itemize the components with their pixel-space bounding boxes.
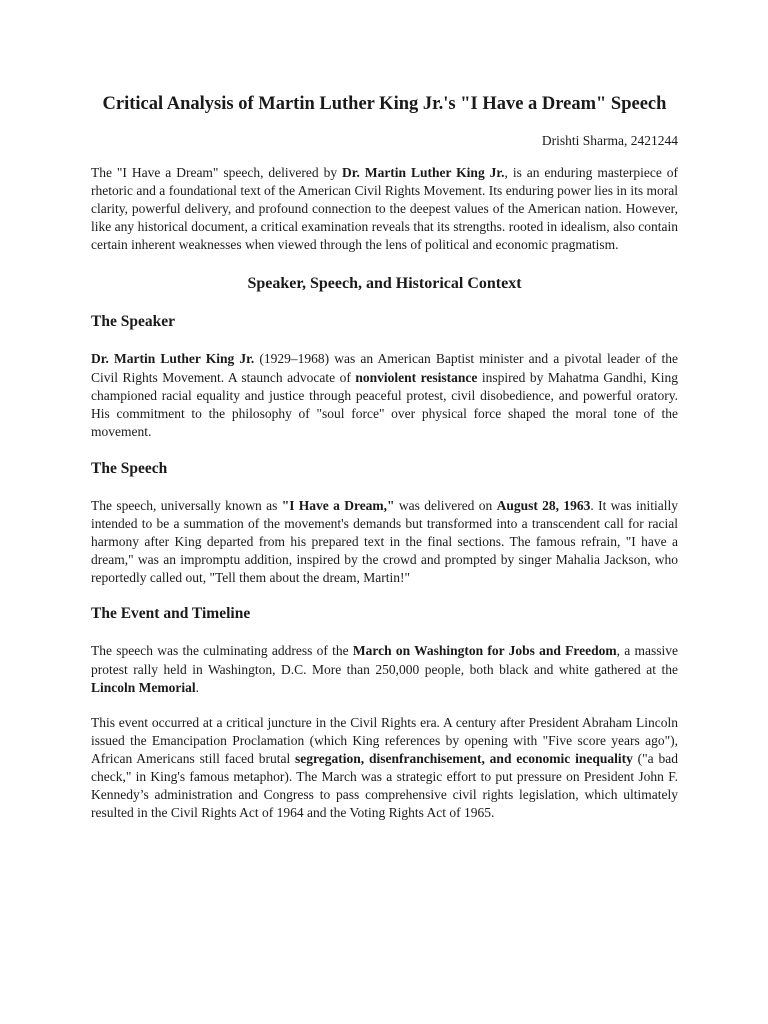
speech-bold-date: August 28, 1963: [496, 497, 591, 513]
intro-text-2: , is an enduring masterpiece of rhetoric and a foundational text of the American Civil Rights Movement. Its enduring power lies in its moral clarity, powerful delivery, and profound connection to the deepest values of the American nation. However, like any historical document, a critical examination reveals that its strengths. rooted in idealism, also contain certain inherent weaknesses when viewed through the lens of political and economic pragmatism.: [91, 165, 678, 253]
speaker-paragraph: [91, 350, 678, 440]
speaker-heading: The Speaker: [91, 313, 175, 331]
event-paragraph-1: [91, 642, 678, 696]
event1-bold-march: March on Washington for Jobs and Freedom: [352, 643, 617, 659]
event1-text-1: The speech was the culminating address of the: [91, 643, 353, 659]
event1-text-2: , a massive protest rally held in Washington, D.C. More than 250,000 people, both black and white gathered at the: [91, 643, 678, 677]
speech-text-2: was delivered on: [394, 497, 497, 513]
speaker-text-2: inspired by Mahatma Gandhi, King championed racial equality and justice through peaceful protest, civil disobedience, and powerful oratory. His commitment to the philosophy of "soul force" over physical force shaped the moral tone of the movement.: [91, 369, 679, 439]
intro-text-1: The "I Have a Dream" speech, delivered by: [91, 165, 343, 180]
event-paragraph-2: [91, 714, 678, 823]
event-heading: The Event and Timeline: [91, 605, 251, 623]
speaker-bold-name: Dr. Martin Luther King Jr.: [91, 351, 255, 367]
document-page: [91, 92, 678, 822]
author-line: Drishti Sharma, 2421244: [541, 133, 678, 148]
event2-text-1: This event occurred at a critical juncture in the Civil Rights era. A century after President Abraham Lincoln issued the Emancipation Proclamation (which King references by opening with "Five score years ago"), African Americans still faced brutal: [91, 714, 678, 766]
speech-text-1: The speech, universally known as: [91, 497, 282, 513]
section-title: Speaker, Speech, and Historical Context: [247, 275, 522, 293]
event2-text-2: ("a bad check," in King's famous metaphor). The March was a strategic effort to put pressure on President John F. Kennedy’s administration and Congress to pass comprehensive civil rights legislation, which ultimately resulted in the Civil Rights Act of 1964 and the Voting Rights Act of 1965.: [91, 750, 678, 821]
document-title: Critical Analysis of Martin Luther King Jr.'s "I Have a Dream" Speech: [102, 94, 667, 114]
intro-paragraph: [91, 164, 678, 254]
intro-bold-name: Dr. Martin Luther King Jr.: [342, 165, 505, 180]
speech-paragraph: [91, 497, 678, 587]
speech-heading: The Speech: [91, 459, 168, 477]
speaker-text-1: (1929–1968) was an American Baptist minister and a pivotal leader of the Civil Rights Movement. A staunch advocate of: [91, 351, 679, 385]
event1-bold-memorial: Lincoln Memorial: [91, 679, 196, 695]
event1-text-3: .: [195, 679, 199, 695]
speech-bold-title: "I Have a Dream,": [281, 497, 395, 513]
event2-bold-inequality: segregation, disenfranchisement, and economic inequality: [295, 750, 633, 766]
speaker-bold-resistance: nonviolent resistance: [355, 369, 478, 385]
speech-text-3: . It was initially intended to be a summation of the movement's demands but transformed into a transcendent call for racial harmony after King departed from his prepared text in the final sections. The famous refrain, "I have a dream," was an impromptu addition, inspired by the crowd and prompted by singer Mahalia Jackson, who reportedly called out, "Tell them about the dream, Martin!": [91, 497, 678, 586]
